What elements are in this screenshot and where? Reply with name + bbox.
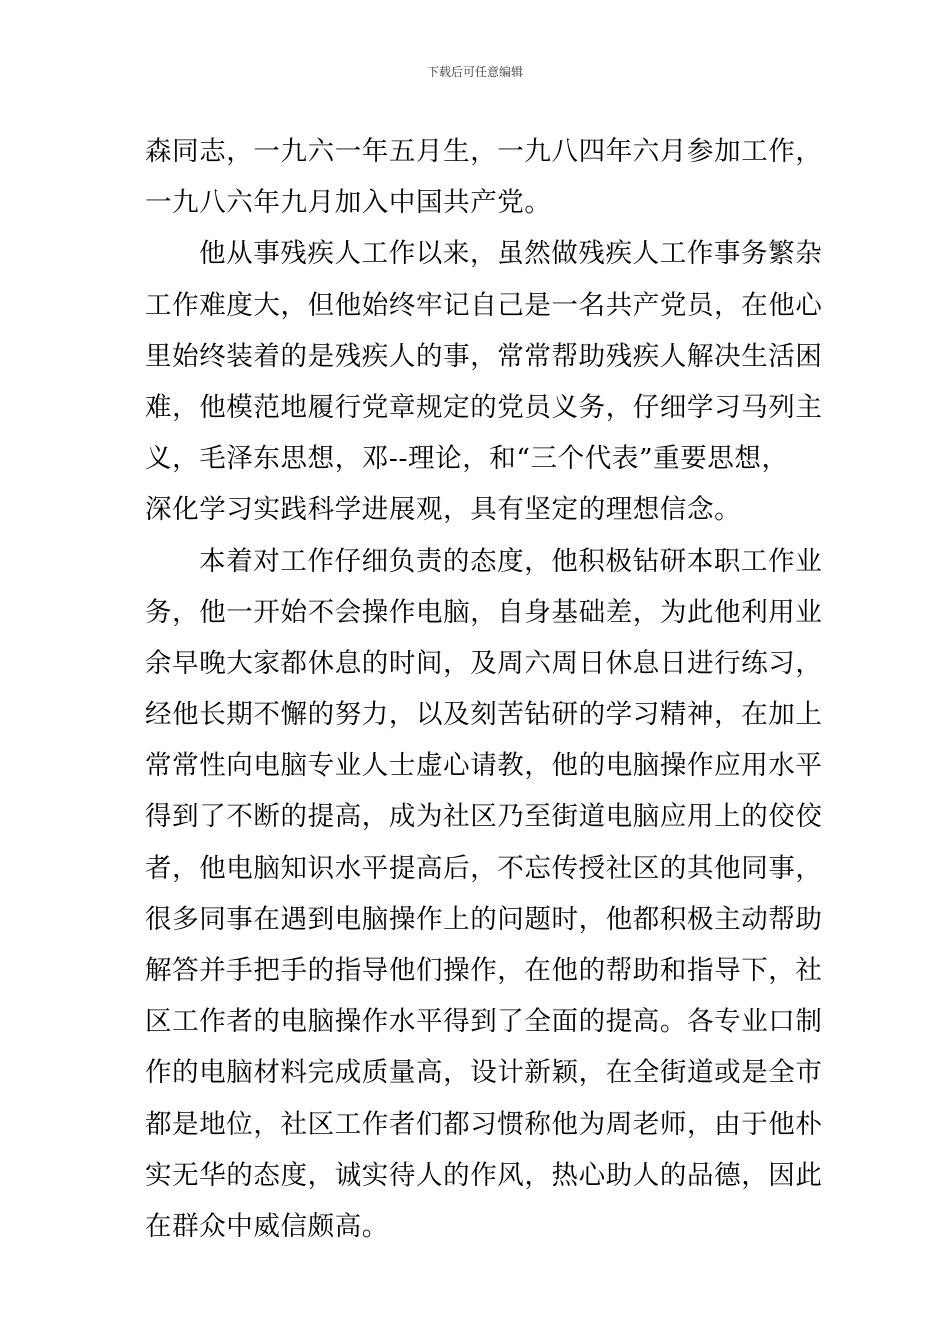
text-line: 解答并手把手的指导他们操作，在他的帮助和指导下，社: [145, 955, 823, 986]
text-line: 者，他电脑知识水平提高后，不忘传授社区的其他同事，: [145, 852, 823, 884]
text-line: 实无华的态度，诚实待人的作风，热心助人的品德，因此: [145, 1159, 823, 1191]
text-line: 难，他模范地履行党章规定的党员义务，仔细学习马列主: [145, 391, 823, 423]
text-line: 务，他一开始不会操作电脑，自身基础差，为此他利用业: [145, 596, 823, 628]
paragraph-start-line: 他从事残疾人工作以来，虽然做残疾人工作事务繁杂: [199, 238, 823, 270]
text-line: 义，毛泽东思想，邓--理论，和“三个代表”重要思想，: [145, 443, 789, 475]
text-line: 常常性向电脑专业人士虚心请教，他的电脑操作应用水平: [145, 750, 823, 782]
text-line: 森同志，一九六一年五月生，一九八四年六月参加工作，: [145, 136, 823, 167]
text-line: 区工作者的电脑操作水平得到了全面的提高。各专业口制: [145, 1006, 823, 1038]
text-line: 深化学习实践科学进展观，具有坚定的理想信念。: [145, 494, 742, 526]
text-line: 都是地位，社区工作者们都习惯称他为周老师，由于他朴: [145, 1108, 823, 1140]
text-line: 作的电脑材料完成质量高，设计新颖，在全街道或是全市: [145, 1057, 823, 1089]
document-body: [145, 126, 823, 1252]
text-line: 在群众中威信颇高。: [145, 1210, 389, 1242]
paragraph-start-line: 本着对工作仔细负责的态度，他积极钻研本职工作业: [199, 545, 823, 577]
text-line: 里始终装着的是残疾人的事，常常帮助残疾人解决生活困: [145, 340, 823, 372]
text-line: 得到了不断的提高，成为社区乃至街道电脑应用上的佼佼: [145, 801, 823, 833]
text-line: 余早晚大家都休息的时间，及周六周日休息日进行练习，: [145, 647, 823, 679]
header-note: 下载后可任意编辑: [426, 65, 523, 79]
text-line: 经他长期不懈的努力，以及刻苦钻研的学习精神，在加上: [145, 699, 823, 731]
text-line: 很多同事在遇到电脑操作上的问题时，他都积极主动帮助: [145, 903, 823, 935]
text-line: 工作难度大，但他始终牢记自己是一名共产党员，在他心: [145, 289, 823, 321]
text-line: 一九八六年九月加入中国共产党。: [145, 187, 552, 219]
